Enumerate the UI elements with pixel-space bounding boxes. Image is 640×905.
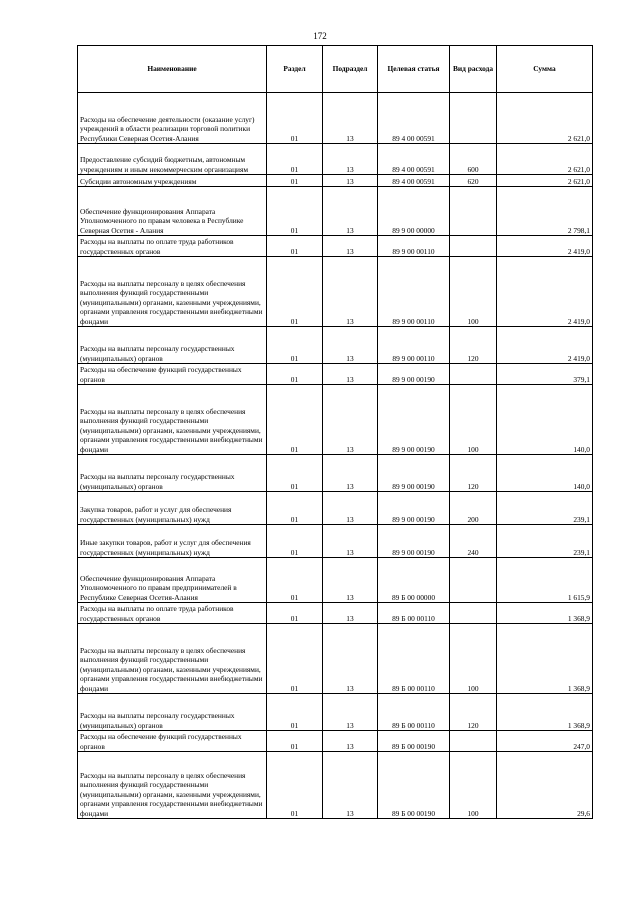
- cell-target: 89 9 00 00190: [378, 525, 450, 558]
- cell-amount: 1 368,9: [497, 624, 593, 694]
- cell-target: 89 9 00 00110: [378, 327, 450, 364]
- cell-amount: 2 419,0: [497, 327, 593, 364]
- cell-name: Расходы на обеспечение функций государственных органов: [78, 364, 267, 385]
- cell-section: 01: [267, 187, 323, 236]
- cell-subsection: 13: [323, 603, 378, 624]
- table-row: [78, 257, 593, 327]
- cell-name: Расходы на выплаты персоналу государственных (муниципальных) органов: [78, 327, 267, 364]
- cell-section: 01: [267, 175, 323, 187]
- cell-subsection: 13: [323, 624, 378, 694]
- cell-subsection: 13: [323, 187, 378, 236]
- cell-expense-type: 120: [450, 455, 497, 492]
- cell-expense-type: 620: [450, 175, 497, 187]
- cell-expense-type: 100: [450, 624, 497, 694]
- table-row: [78, 603, 593, 624]
- cell-target: 89 9 00 00190: [378, 455, 450, 492]
- cell-subsection: 13: [323, 731, 378, 752]
- cell-target: 89 9 00 00110: [378, 236, 450, 257]
- table-row: [78, 752, 593, 819]
- cell-section: 01: [267, 385, 323, 455]
- cell-section: 01: [267, 752, 323, 819]
- cell-expense-type: 120: [450, 694, 497, 731]
- cell-name: Субсидии автономным учреждениям: [78, 175, 267, 187]
- table-row: [78, 364, 593, 385]
- cell-expense-type: 100: [450, 257, 497, 327]
- header-amount: Сумма: [497, 46, 593, 93]
- table-row: [78, 175, 593, 187]
- cell-section: 01: [267, 93, 323, 144]
- cell-expense-type: 120: [450, 327, 497, 364]
- header-subsection: Подраздел: [323, 46, 378, 93]
- cell-amount: 379,1: [497, 364, 593, 385]
- cell-name: Обеспечение функционирования Аппарата Уполномоченного по правам предпринимателей в Республике Северная Осетия-Алания: [78, 558, 267, 603]
- cell-amount: 1 368,9: [497, 694, 593, 731]
- cell-target: 89 4 00 00591: [378, 175, 450, 187]
- cell-amount: 29,6: [497, 752, 593, 819]
- cell-subsection: 13: [323, 257, 378, 327]
- cell-target: 89 Б 00 00110: [378, 624, 450, 694]
- table-row: [78, 624, 593, 694]
- cell-subsection: 13: [323, 694, 378, 731]
- cell-section: 01: [267, 144, 323, 175]
- table-row: [78, 187, 593, 236]
- table-row: [78, 455, 593, 492]
- cell-amount: 2 798,1: [497, 187, 593, 236]
- cell-expense-type: [450, 364, 497, 385]
- cell-expense-type: 100: [450, 752, 497, 819]
- cell-subsection: 13: [323, 525, 378, 558]
- header-name: Наименование: [78, 46, 267, 93]
- cell-expense-type: [450, 93, 497, 144]
- cell-name: Расходы на выплаты персоналу в целях обеспечения выполнения функций государственными (муниципальными) органами, казенными учреждениями, органами управления государственными внебюджетными фондами: [78, 752, 267, 819]
- cell-name: Расходы на выплаты персоналу государственных (муниципальных) органов: [78, 455, 267, 492]
- cell-section: 01: [267, 558, 323, 603]
- cell-expense-type: [450, 236, 497, 257]
- cell-target: 89 Б 00 00190: [378, 752, 450, 819]
- page-number: 172: [313, 31, 327, 41]
- cell-section: 01: [267, 364, 323, 385]
- table-row: [78, 694, 593, 731]
- table-row: [78, 144, 593, 175]
- cell-subsection: 13: [323, 236, 378, 257]
- cell-section: 01: [267, 327, 323, 364]
- cell-subsection: 13: [323, 455, 378, 492]
- cell-target: 89 Б 00 00110: [378, 603, 450, 624]
- cell-section: 01: [267, 603, 323, 624]
- cell-section: 01: [267, 455, 323, 492]
- header-section: Раздел: [267, 46, 323, 93]
- cell-target: 89 9 00 00190: [378, 364, 450, 385]
- cell-name: Расходы на обеспечение деятельности (оказание услуг) учреждений в области реализации торговой политики Республики Северная Осетия-Алания: [78, 93, 267, 144]
- cell-subsection: 13: [323, 558, 378, 603]
- cell-name: Закупка товаров, работ и услуг для обеспечения государственных (муниципальных) нужд: [78, 492, 267, 525]
- cell-section: 01: [267, 492, 323, 525]
- cell-target: 89 4 00 00591: [378, 93, 450, 144]
- cell-amount: 1 368,9: [497, 603, 593, 624]
- cell-amount: 140,0: [497, 385, 593, 455]
- budget-table: [77, 45, 593, 819]
- table-header-row: [78, 46, 593, 93]
- cell-target: 89 9 00 00190: [378, 385, 450, 455]
- header-expense-type: Вид расхода: [450, 46, 497, 93]
- table-row: [78, 327, 593, 364]
- cell-name: Обеспечение функционирования Аппарата Уполномоченного по правам человека в Республике Северная Осетия - Алания: [78, 187, 267, 236]
- cell-amount: 247,0: [497, 731, 593, 752]
- header-target: Целевая статья: [378, 46, 450, 93]
- cell-subsection: 13: [323, 93, 378, 144]
- cell-expense-type: 240: [450, 525, 497, 558]
- cell-target: 89 Б 00 00190: [378, 731, 450, 752]
- cell-amount: 2 419,0: [497, 236, 593, 257]
- cell-amount: 239,1: [497, 492, 593, 525]
- cell-section: 01: [267, 257, 323, 327]
- cell-subsection: 13: [323, 144, 378, 175]
- cell-expense-type: [450, 187, 497, 236]
- cell-name: Иные закупки товаров, работ и услуг для обеспечения государственных (муниципальных) нужд: [78, 525, 267, 558]
- cell-amount: 2 621,0: [497, 175, 593, 187]
- table-row: [78, 236, 593, 257]
- cell-section: 01: [267, 525, 323, 558]
- cell-target: 89 9 00 00110: [378, 257, 450, 327]
- cell-section: 01: [267, 624, 323, 694]
- cell-expense-type: 200: [450, 492, 497, 525]
- table-row: [78, 492, 593, 525]
- cell-target: 89 9 00 00000: [378, 187, 450, 236]
- cell-target: 89 Б 00 00110: [378, 694, 450, 731]
- cell-name: Расходы на выплаты по оплате труда работников государственных органов: [78, 236, 267, 257]
- cell-amount: 2 419,0: [497, 257, 593, 327]
- table-row: [78, 93, 593, 144]
- cell-amount: 1 615,9: [497, 558, 593, 603]
- cell-expense-type: [450, 603, 497, 624]
- cell-target: 89 4 00 00591: [378, 144, 450, 175]
- cell-subsection: 13: [323, 175, 378, 187]
- table-row: [78, 558, 593, 603]
- cell-subsection: 13: [323, 492, 378, 525]
- cell-subsection: 13: [323, 385, 378, 455]
- table-row: [78, 385, 593, 455]
- cell-subsection: 13: [323, 752, 378, 819]
- cell-name: Расходы на выплаты персоналу в целях обеспечения выполнения функций государственными (муниципальными) органами, казенными учреждениями, органами управления государственными внебюджетными фондами: [78, 624, 267, 694]
- cell-subsection: 13: [323, 364, 378, 385]
- cell-expense-type: [450, 731, 497, 752]
- cell-amount: 2 621,0: [497, 144, 593, 175]
- cell-section: 01: [267, 694, 323, 731]
- cell-amount: 239,1: [497, 525, 593, 558]
- cell-name: Расходы на выплаты персоналу в целях обеспечения выполнения функций государственными (муниципальными) органами, казенными учреждениями, органами управления государственными внебюджетными фондами: [78, 385, 267, 455]
- cell-expense-type: 100: [450, 385, 497, 455]
- cell-expense-type: 600: [450, 144, 497, 175]
- cell-section: 01: [267, 236, 323, 257]
- cell-subsection: 13: [323, 327, 378, 364]
- cell-target: 89 Б 00 00000: [378, 558, 450, 603]
- cell-name: Расходы на выплаты персоналу государственных (муниципальных) органов: [78, 694, 267, 731]
- cell-amount: 2 621,0: [497, 93, 593, 144]
- cell-target: 89 9 00 00190: [378, 492, 450, 525]
- cell-name: Предоставление субсидий бюджетным, автономным учреждениям и иным некоммерческим организациям: [78, 144, 267, 175]
- cell-section: 01: [267, 731, 323, 752]
- table-row: [78, 731, 593, 752]
- cell-expense-type: [450, 558, 497, 603]
- cell-amount: 140,0: [497, 455, 593, 492]
- table-row: [78, 525, 593, 558]
- table-body: [78, 93, 593, 819]
- cell-name: Расходы на обеспечение функций государственных органов: [78, 731, 267, 752]
- cell-name: Расходы на выплаты по оплате труда работников государственных органов: [78, 603, 267, 624]
- cell-name: Расходы на выплаты персоналу в целях обеспечения выполнения функций государственными (муниципальными) органами, казенными учреждениями, органами управления государственными внебюджетными фондами: [78, 257, 267, 327]
